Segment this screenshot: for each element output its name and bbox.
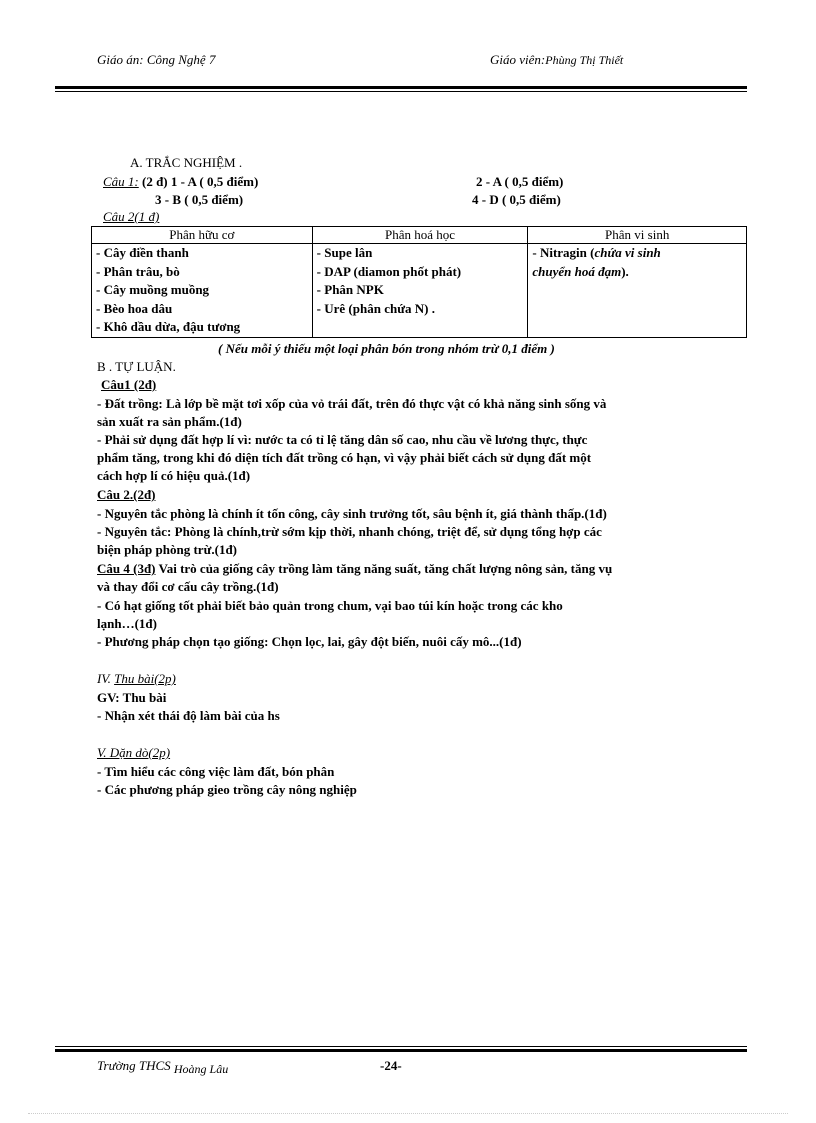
header-rule-thin (55, 91, 747, 92)
c4-line: - Phương pháp chọn tạo giống: Chọn lọc, lai, gây đột biến, nuôi cấy mô...(1đ) (97, 634, 522, 649)
c2-line: biện pháp phòng trừ.(1đ) (97, 542, 238, 557)
c2-line: - Nguyên tắc phòng là chính ít tốn công, cây sinh trưởng tốt, sâu bệnh ít, giá thành thấp.(1đ) (97, 506, 607, 521)
q1-label: Câu 1: (103, 174, 139, 189)
q1-line1-left-text: (2 đ) 1 - A ( 0,5 điểm) (142, 174, 259, 189)
header-subject: Giáo án: Công Nghệ 7 (97, 52, 216, 67)
list-item (532, 244, 742, 263)
c4-label: Câu 4 (3đ) (97, 561, 156, 576)
q2-label: Câu 2(1 đ) (103, 209, 160, 224)
header-rule-thick (55, 86, 747, 89)
nitragin-italic-2: chuyển hoá đạm (532, 263, 622, 279)
nitragin-italic-1: chứa vi sinh (594, 245, 661, 260)
table-cell-microbial (528, 244, 747, 338)
table-cell-organic (92, 244, 313, 338)
section-b-title: B . TỰ LUẬN. (97, 359, 176, 374)
q1-line2-left: 3 - B ( 0,5 điểm) (155, 192, 244, 207)
c4-first-line (97, 560, 612, 578)
c4-first-text: Vai trò của giống cây trồng làm tăng năng suất, tăng chất lượng nông sản, tăng vụ (155, 561, 613, 576)
table-header-organic: Phân hữu cơ (92, 227, 313, 244)
c1-line: - Đất trồng: Là lớp bề mặt tơi xốp của vỏ trái đất, trên đó thực vật có khả năng sinh sống và (97, 396, 607, 411)
section-v-line: - Tìm hiểu các công việc làm đất, bón phân (97, 764, 335, 779)
section-iv-line: - Nhận xét thái độ làm bài của hs (97, 708, 280, 723)
table-row (92, 244, 747, 338)
c1-line: sản xuất ra sản phẩm.(1đ) (97, 414, 242, 429)
section-iv-prefix: IV. (97, 671, 115, 686)
list-item: - Cây điền thanh (96, 245, 189, 260)
list-item: - Cây muồng muồng (96, 282, 210, 297)
footer-school-prefix: Trường THCS (97, 1058, 174, 1073)
c1-line: cách hợp lí có hiệu quả.(1đ) (97, 468, 251, 483)
table-cell-chemical (312, 244, 528, 338)
nitragin-text: - Nitragin ( (532, 245, 595, 260)
c4-line: và thay đổi cơ cấu cây trồng.(1đ) (97, 579, 279, 594)
fertilizer-table (91, 226, 747, 338)
header-teacher-name: Phùng Thị Thiết (545, 53, 624, 67)
footer-school-name: Hoàng Lâu (173, 1062, 229, 1076)
table-header-microbial: Phân vi sinh (528, 227, 747, 244)
list-item: - Phân NPK (316, 282, 384, 297)
section-iv-title (97, 670, 176, 688)
footer-school (97, 1058, 228, 1074)
table-header-row (92, 227, 747, 244)
footer-rule-thin (55, 1046, 747, 1047)
page-number: -24- (380, 1058, 402, 1073)
page-bottom-edge (28, 1113, 788, 1114)
q1-line1-right: 2 - A ( 0,5 điểm) (476, 174, 564, 189)
section-v-title: V. Dặn dò(2p) (97, 745, 171, 760)
section-iv-label: Thu bài(2p) (114, 671, 176, 686)
q1-line1-left (103, 173, 258, 191)
list-item (532, 263, 742, 282)
section-iv-line: GV: Thu bài (97, 690, 167, 705)
table-header-chemical: Phân hoá học (312, 227, 528, 244)
c2-label: Câu 2.(2đ) (97, 487, 156, 502)
nitragin-suffix: ). (621, 263, 629, 279)
list-item: - Bèo hoa dâu (96, 300, 173, 316)
list-item: - Urê (phân chứa N) . (316, 300, 435, 316)
q1-line2-right: 4 - D ( 0,5 điểm) (472, 192, 561, 207)
section-v-line: - Các phương pháp gieo trồng cây nông nghiệp (97, 782, 357, 797)
c1-line: phẩm tăng, trong khi đó diện tích đất trồng có hạn, vì vậy phải biết cách sử dụng đất một (97, 450, 592, 465)
header-teacher-label: Giáo viên: (490, 52, 546, 67)
section-a-title: A. TRẮC NGHIỆM . (130, 155, 243, 170)
footer-rule-thick (55, 1049, 747, 1052)
list-item: - Supe lân (316, 245, 373, 260)
c1-line: - Phải sử dụng đất hợp lí vì: nước ta có tỉ lệ tăng dân số cao, nhu cầu về lương thực, thực (97, 432, 588, 447)
c2-line: - Nguyên tắc: Phòng là chính,trừ sớm kịp thời, nhanh chóng, triệt để, sử dụng tổng hợp các (97, 524, 602, 539)
list-item: - Khô dầu dừa, đậu tương (96, 319, 241, 334)
c4-line: lạnh…(1đ) (97, 616, 157, 631)
header-teacher (490, 52, 623, 68)
c1-label: Câu1 (2đ) (101, 377, 157, 392)
list-item: - DAP (diamon phốt phát) (316, 263, 462, 279)
table-note: ( Nếu mỗi ý thiếu một loại phân bón trong nhóm trừ 0,1 điểm ) (218, 341, 555, 356)
list-item: - Phân trâu, bò (96, 263, 180, 279)
c4-line: - Có hạt giống tốt phải biết bảo quản trong chum, vại bao túi kín hoặc trong các kho (97, 598, 563, 613)
